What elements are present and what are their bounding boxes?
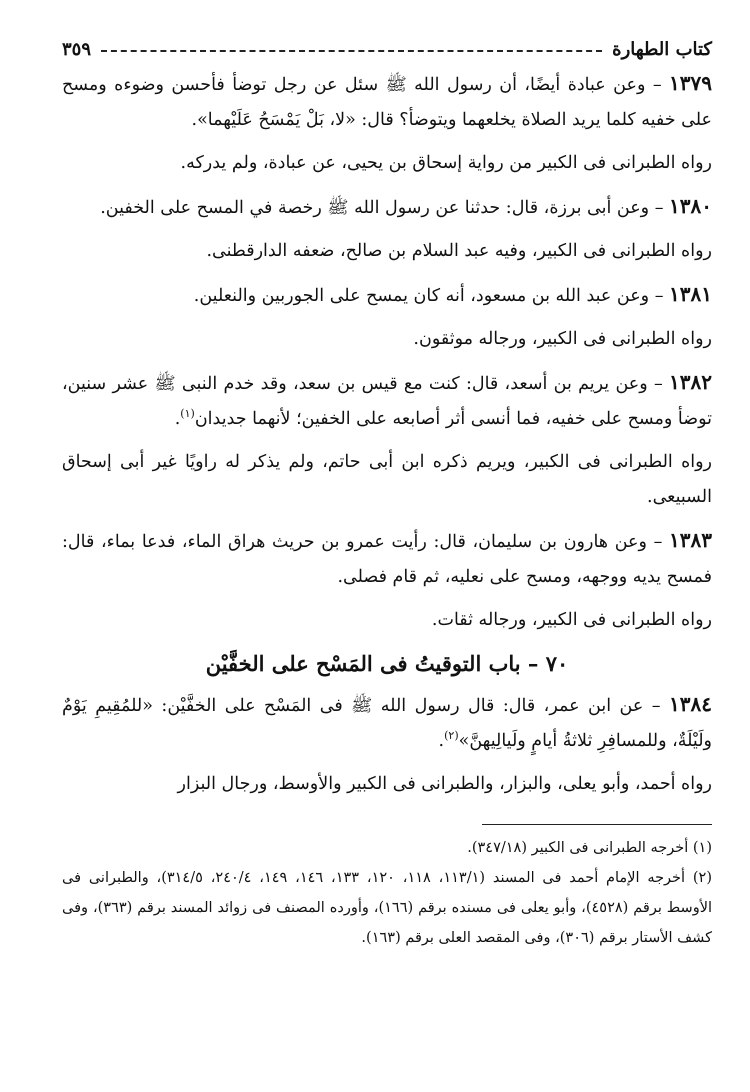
hadith-1382: ١٣٨٢ – وعن يريم بن أسعد، قال: كنت مع قيس بن سعد، وقد خدم النبى ﷺ عشر سنين، توضأ ومسح على خفيه، فما أنسى أثر أصابعه على الخفين؛ لأنهما جديدان$^{(١)}$. <box>62 370 712 429</box>
hadith-number: ١٣٨١ <box>669 282 712 306</box>
hadith-source-note: رواه الطبرانى فى الكبير، ورجاله ثقات. <box>431 610 712 630</box>
hadith-number: ١٣٨٠ <box>669 194 712 218</box>
chapter-heading: ٧٠ – باب التوقيتُ فى المَسْح على الخفَّيْن <box>205 651 569 676</box>
footnote-1: (١) أخرجه الطبرانى فى الكبير (٣٤٧/١٨). <box>467 840 712 856</box>
hadith-text-end: . <box>174 409 181 429</box>
document-page <box>62 32 712 1072</box>
hadith-text: عن ابن عمر، قال: قال رسول الله ﷺ فى المَسْح على الخفَّيْن: «للمُقِيمِ يَوْمٌ ولَيْلَةٌ، وللمسافِرِ ثلاثةُ أيامٍ ولَيالِيهنَّ» <box>62 696 712 751</box>
hadith-source-note: رواه أحمد، وأبو يعلى، والبزار، والطبرانى فى الكبير والأوسط، ورجال البزار <box>177 774 712 794</box>
hadith-number: ١٣٨٤ <box>669 692 712 716</box>
book-title: كتاب الطهارة <box>612 38 712 60</box>
footnote-2: (٢) أخرجه الإمام أحمد فى المسند (١١٣/١، ١١٨، ١٢٠، ١٣٣، ١٤٦، ١٤٩، ٢٤٠/٤، ٣١٤/٥)، والطبرانى فى الأوسط برقم (٤٥٢٨)، وأبو يعلى فى مسنده برقم (١٦٦)، وأورده المصنف فى زوائد المسند برقم (٣٦٣)، وفى كشف الأستار برقم (٣٠٦)، وفى المقصد العلى برقم (١٦٣). <box>62 870 713 946</box>
hadith-text: وعن يريم بن أسعد، قال: كنت مع قيس بن سعد، وقد خدم النبى ﷺ عشر سنين، توضأ ومسح على خفيه، فما أنسى أثر أصابعه على الخفين؛ لأنهما جديدان <box>62 374 712 429</box>
hadith-1381: ١٣٨١ – وعن عبد الله بن مسعود، أنه كان يمسح على الجوربين والنعلين. <box>193 282 712 306</box>
hadith-text-end: . <box>438 731 445 751</box>
hadith-number: ١٣٨٢ <box>669 370 712 394</box>
hadith-1379: ١٣٧٩ – وعن عبادة أيضًا، أن رسول الله ﷺ سئل عن رجل توضأ فأحسن وضوءه ومسح على خفيه كلما يريد الصلاة يخلعهما ويتوضأ؟ قال: «لا، بَلْ يَمْسَحُ عَلَيْهما». <box>62 71 712 130</box>
page-number: ٣٥٩ <box>62 38 92 60</box>
hadith-source-note: رواه الطبرانى فى الكبير، ويريم ذكره ابن أبى حاتم، ولم يذكر له راويًا غير أبى إسحاق السبيعى. <box>62 452 712 507</box>
hadith-source-note: رواه الطبرانى فى الكبير من رواية إسحاق بن يحيى، عن عبادة، ولم يدركه. <box>180 153 712 173</box>
header-rule <box>101 50 602 52</box>
hadith-1383: ١٣٨٣ – وعن هارون بن سليمان، قال: رأيت عمرو بن حريث هراق الماء، فدعا بماء، قال: فمسح يديه ووجهه، ومسح على نعليه، ثم قام فصلى. <box>62 528 712 587</box>
hadith-1384: ١٣٨٤ – عن ابن عمر، قال: قال رسول الله ﷺ فى المَسْح على الخفَّيْن: «للمُقِيمِ يَوْمٌ ولَيْلَةٌ، وللمسافِرِ ثلاثةُ أيامٍ ولَيالِيهنَّ»$^{(٢)}$. <box>62 692 712 751</box>
footnotes <box>62 833 712 953</box>
hadith-source-note: رواه الطبرانى فى الكبير، وفيه عبد السلام بن صالح، ضعفه الدارقطنى. <box>206 241 712 261</box>
hadith-text: وعن هارون بن سليمان، قال: رأيت عمرو بن حريث هراق الماء، فدعا بماء، قال: فمسح يديه ووجهه، ومسح على نعليه، ثم قام فصلى. <box>62 532 712 587</box>
hadith-source-note: رواه الطبرانى فى الكبير، ورجاله موثقون. <box>413 329 712 349</box>
footnote-divider <box>482 824 712 825</box>
main-text <box>62 66 712 802</box>
page-header <box>62 32 712 66</box>
footnote-mark: (٢) <box>444 729 459 743</box>
hadith-text: وعن عبد الله بن مسعود، أنه كان يمسح على الجوربين والنعلين. <box>193 286 650 306</box>
hadith-number: ١٣٨٣ <box>669 528 712 552</box>
hadith-text: وعن أبى برزة، قال: حدثنا عن رسول الله ﷺ رخصة في المسح على الخفين. <box>100 198 650 218</box>
hadith-text: وعن عبادة أيضًا، أن رسول الله ﷺ سئل عن رجل توضأ فأحسن وضوءه ومسح على خفيه كلما يريد الصلاة يخلعهما ويتوضأ؟ قال: «لا، بَلْ يَمْسَحُ عَلَيْهما». <box>62 75 712 130</box>
footnote-mark: (١) <box>180 407 195 421</box>
hadith-1380: ١٣٨٠ – وعن أبى برزة، قال: حدثنا عن رسول الله ﷺ رخصة في المسح على الخفين. <box>100 194 712 218</box>
hadith-number: ١٣٧٩ <box>669 71 712 95</box>
